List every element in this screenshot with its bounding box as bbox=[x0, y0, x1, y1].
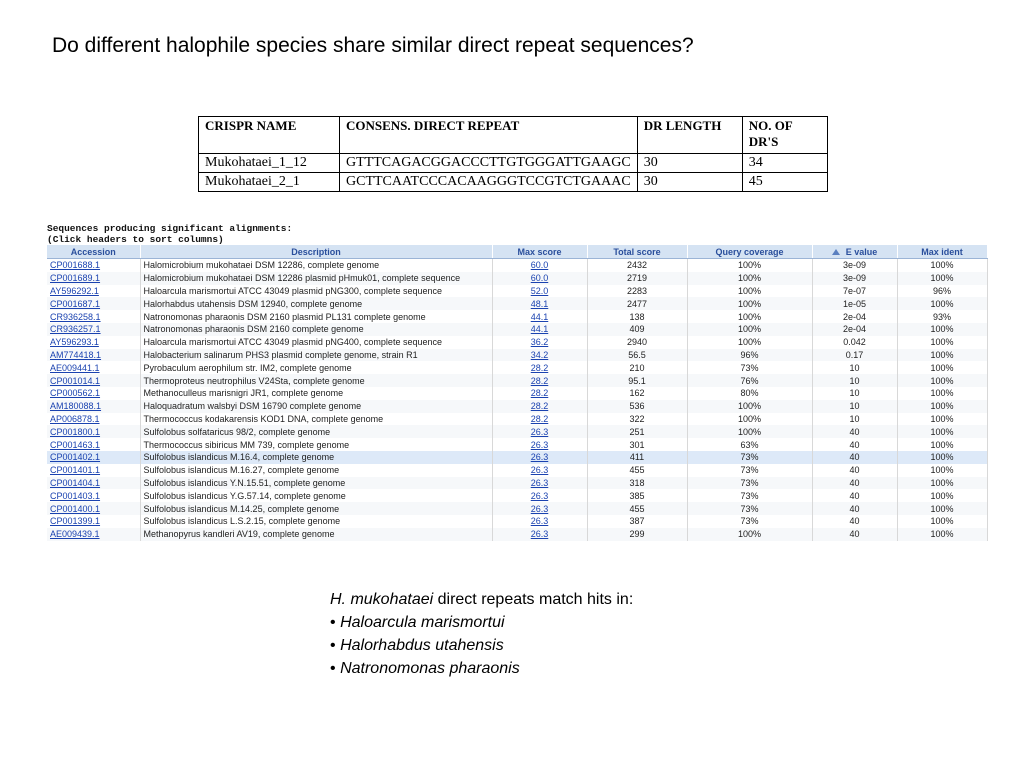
cell-accession bbox=[47, 451, 140, 464]
bullet-icon: • bbox=[330, 614, 336, 631]
cell-e-value: 2e-04 bbox=[812, 323, 897, 336]
cell-max-ident: 93% bbox=[897, 310, 987, 323]
cell-e-value: 1e-05 bbox=[812, 297, 897, 310]
column-header-query-coverage[interactable] bbox=[687, 245, 812, 259]
cell-description: Haloarcula marismortui ATCC 43049 plasmid pNG400, complete sequence bbox=[140, 336, 492, 349]
cell-total-score: 536 bbox=[587, 400, 687, 413]
slide-title: Do different halophile species share similar direct repeat sequences? bbox=[52, 34, 694, 57]
crispr-cell-count: 45 bbox=[742, 173, 827, 192]
cell-query-coverage: 100% bbox=[687, 323, 812, 336]
cell-description: Pyrobaculum aerophilum str. IM2, complete genome bbox=[140, 361, 492, 374]
column-header-max-score[interactable] bbox=[492, 245, 587, 259]
cell-e-value: 40 bbox=[812, 515, 897, 528]
blast-header-title: Sequences producing significant alignments: bbox=[47, 223, 293, 234]
accession-link[interactable]: AY596292.1 bbox=[50, 285, 99, 296]
cell-total-score: 2477 bbox=[587, 297, 687, 310]
column-header-label: Description bbox=[291, 246, 341, 257]
cell-query-coverage: 100% bbox=[687, 413, 812, 426]
cell-max-score bbox=[492, 387, 587, 400]
cell-accession bbox=[47, 387, 140, 400]
notes-intro bbox=[330, 588, 633, 611]
cell-description: Thermococcus sibiricus MM 739, complete genome bbox=[140, 438, 492, 451]
max-score-link[interactable]: 26.3 bbox=[530, 465, 549, 476]
accession-link[interactable]: CP001688.1 bbox=[50, 260, 101, 271]
result-row[interactable] bbox=[47, 528, 987, 541]
cell-description: Sulfolobus islandicus Y.N.15.51, complete genome bbox=[140, 477, 492, 490]
cell-max-ident: 100% bbox=[897, 336, 987, 349]
cell-query-coverage: 100% bbox=[687, 310, 812, 323]
cell-accession bbox=[47, 413, 140, 426]
cell-e-value: 10 bbox=[812, 400, 897, 413]
cell-total-score: 455 bbox=[587, 464, 687, 477]
cell-accession bbox=[47, 374, 140, 387]
cell-e-value: 40 bbox=[812, 425, 897, 438]
accession-link[interactable]: AY596293.1 bbox=[50, 337, 99, 348]
notes bbox=[330, 588, 633, 680]
crispr-cell-repeat: GCTTCAATCCCACAAGGGTCCGTCTGAAAC bbox=[340, 173, 638, 192]
cell-total-score: 251 bbox=[587, 425, 687, 438]
max-score-link[interactable]: 26.3 bbox=[530, 439, 549, 450]
crispr-row bbox=[199, 173, 828, 192]
result-row[interactable] bbox=[47, 349, 987, 362]
cell-e-value: 0.17 bbox=[812, 349, 897, 362]
cell-max-ident: 100% bbox=[897, 502, 987, 515]
max-score-link[interactable]: 28.2 bbox=[530, 413, 549, 424]
max-score-link[interactable]: 26.3 bbox=[530, 452, 549, 463]
cell-e-value: 40 bbox=[812, 438, 897, 451]
cell-max-ident: 100% bbox=[897, 438, 987, 451]
cell-description: Halobacterium salinarum PHS3 plasmid complete genome, strain R1 bbox=[140, 349, 492, 362]
cell-e-value: 40 bbox=[812, 464, 897, 477]
result-row[interactable] bbox=[47, 387, 987, 400]
cell-description: Sulfolobus islandicus M.16.4, complete genome bbox=[140, 451, 492, 464]
column-header-label: Max ident bbox=[921, 246, 963, 257]
cell-description: Natronomonas pharaonis DSM 2160 complete genome bbox=[140, 323, 492, 336]
max-score-link[interactable]: 26.3 bbox=[530, 477, 549, 488]
result-row[interactable] bbox=[47, 438, 987, 451]
cell-query-coverage: 73% bbox=[687, 489, 812, 502]
cell-total-score: 299 bbox=[587, 528, 687, 541]
result-row[interactable] bbox=[47, 272, 987, 285]
cell-total-score: 387 bbox=[587, 515, 687, 528]
result-row[interactable] bbox=[47, 489, 987, 502]
cell-description: Methanopyrus kandleri AV19, complete genome bbox=[140, 528, 492, 541]
notes-item bbox=[330, 634, 633, 657]
cell-total-score: 385 bbox=[587, 489, 687, 502]
cell-query-coverage: 76% bbox=[687, 374, 812, 387]
cell-total-score: 56.5 bbox=[587, 349, 687, 362]
notes-intro-text: direct repeats match hits in: bbox=[433, 591, 634, 608]
cell-max-score bbox=[492, 297, 587, 310]
accession-link[interactable]: AM774418.1 bbox=[50, 349, 102, 360]
crispr-cell-length: 30 bbox=[637, 173, 742, 192]
cell-max-ident: 100% bbox=[897, 259, 987, 272]
result-row[interactable] bbox=[47, 297, 987, 310]
blast-results-table bbox=[47, 245, 988, 541]
result-row[interactable] bbox=[47, 310, 987, 323]
cell-query-coverage: 96% bbox=[687, 349, 812, 362]
cell-accession bbox=[47, 259, 140, 272]
max-score-link[interactable]: 28.2 bbox=[530, 375, 549, 386]
result-row[interactable] bbox=[47, 285, 987, 298]
max-score-link[interactable]: 52.0 bbox=[530, 285, 549, 296]
cell-accession bbox=[47, 349, 140, 362]
notes-item-text: Haloarcula marismortui bbox=[340, 614, 505, 631]
cell-max-score bbox=[492, 336, 587, 349]
cell-description: Halomicrobium mukohataei DSM 12286, complete genome bbox=[140, 259, 492, 272]
result-row[interactable] bbox=[47, 451, 987, 464]
cell-max-score bbox=[492, 285, 587, 298]
cell-max-score bbox=[492, 323, 587, 336]
cell-query-coverage: 100% bbox=[687, 528, 812, 541]
result-row[interactable] bbox=[47, 425, 987, 438]
cell-max-score bbox=[492, 464, 587, 477]
column-header-description[interactable] bbox=[140, 245, 492, 259]
cell-e-value: 10 bbox=[812, 387, 897, 400]
cell-e-value: 40 bbox=[812, 528, 897, 541]
cell-query-coverage: 100% bbox=[687, 297, 812, 310]
cell-max-score bbox=[492, 349, 587, 362]
max-score-link[interactable]: 28.2 bbox=[530, 401, 549, 412]
bullet-icon: • bbox=[330, 660, 336, 677]
crispr-cell-count: 34 bbox=[742, 154, 827, 173]
cell-e-value: 2e-04 bbox=[812, 310, 897, 323]
cell-total-score: 95.1 bbox=[587, 374, 687, 387]
column-header-label: Total score bbox=[613, 246, 661, 257]
max-score-link[interactable]: 28.2 bbox=[530, 388, 549, 399]
cell-description: Halorhabdus utahensis DSM 12940, complete genome bbox=[140, 297, 492, 310]
cell-accession bbox=[47, 489, 140, 502]
crispr-cell-repeat: GTTTCAGACGGACCCTTGTGGGATTGAAGC bbox=[340, 154, 638, 173]
cell-max-ident: 100% bbox=[897, 477, 987, 490]
cell-query-coverage: 100% bbox=[687, 336, 812, 349]
result-row[interactable] bbox=[47, 259, 987, 272]
cell-e-value: 7e-07 bbox=[812, 285, 897, 298]
max-score-link[interactable]: 60.0 bbox=[530, 260, 549, 271]
notes-item-text: Halorhabdus utahensis bbox=[340, 637, 504, 654]
column-header-e-value[interactable] bbox=[812, 245, 897, 259]
cell-max-score bbox=[492, 374, 587, 387]
notes-item-text: Natronomonas pharaonis bbox=[340, 660, 520, 677]
blast-header-row bbox=[47, 245, 987, 259]
accession-link[interactable]: CP001687.1 bbox=[50, 298, 101, 309]
cell-max-score bbox=[492, 528, 587, 541]
crispr-cell-name: Mukohataei_1_12 bbox=[199, 154, 340, 173]
max-score-link[interactable]: 26.3 bbox=[530, 529, 549, 540]
max-score-link[interactable]: 48.1 bbox=[530, 298, 549, 309]
result-row[interactable] bbox=[47, 323, 987, 336]
cell-accession bbox=[47, 272, 140, 285]
result-row[interactable] bbox=[47, 413, 987, 426]
cell-accession bbox=[47, 361, 140, 374]
column-header-accession[interactable] bbox=[47, 245, 140, 259]
cell-query-coverage: 100% bbox=[687, 272, 812, 285]
cell-query-coverage: 73% bbox=[687, 451, 812, 464]
cell-max-score bbox=[492, 259, 587, 272]
result-row[interactable] bbox=[47, 515, 987, 528]
notes-item bbox=[330, 611, 633, 634]
notes-species: H. mukohataei bbox=[330, 591, 434, 608]
max-score-link[interactable]: 34.2 bbox=[530, 349, 549, 360]
cell-max-score bbox=[492, 438, 587, 451]
crispr-col-length: DR LENGTH bbox=[637, 117, 742, 154]
cell-query-coverage: 73% bbox=[687, 515, 812, 528]
cell-max-score bbox=[492, 272, 587, 285]
column-header-label: Max score bbox=[517, 246, 562, 257]
cell-max-ident: 100% bbox=[897, 361, 987, 374]
max-score-link[interactable]: 28.2 bbox=[530, 362, 549, 373]
column-header-total-score[interactable] bbox=[587, 245, 687, 259]
bullet-icon: • bbox=[330, 637, 336, 654]
column-header-max-ident[interactable] bbox=[897, 245, 987, 259]
result-row[interactable] bbox=[47, 464, 987, 477]
cell-max-ident: 100% bbox=[897, 272, 987, 285]
cell-accession bbox=[47, 438, 140, 451]
cell-max-score bbox=[492, 477, 587, 490]
accession-link[interactable]: CP001404.1 bbox=[50, 477, 101, 488]
cell-total-score: 455 bbox=[587, 502, 687, 515]
cell-description: Sulfolobus islandicus M.16.27, complete genome bbox=[140, 464, 492, 477]
accession-link[interactable]: CP001800.1 bbox=[50, 426, 101, 437]
cell-accession bbox=[47, 502, 140, 515]
accession-link[interactable]: CR936258.1 bbox=[50, 311, 101, 322]
cell-max-ident: 100% bbox=[897, 297, 987, 310]
accession-link[interactable]: CP001402.1 bbox=[50, 452, 101, 463]
cell-max-ident: 100% bbox=[897, 349, 987, 362]
cell-total-score: 210 bbox=[587, 361, 687, 374]
max-score-link[interactable]: 26.3 bbox=[530, 516, 549, 527]
cell-max-ident: 100% bbox=[897, 451, 987, 464]
max-score-link[interactable]: 60.0 bbox=[530, 273, 549, 284]
cell-description: Natronomonas pharaonis DSM 2160 plasmid PL131 complete genome bbox=[140, 310, 492, 323]
cell-total-score: 162 bbox=[587, 387, 687, 400]
cell-description: Sulfolobus islandicus M.14.25, complete genome bbox=[140, 502, 492, 515]
cell-accession bbox=[47, 310, 140, 323]
cell-accession bbox=[47, 323, 140, 336]
cell-accession bbox=[47, 528, 140, 541]
cell-query-coverage: 80% bbox=[687, 387, 812, 400]
cell-max-score bbox=[492, 489, 587, 502]
column-header-label: E value bbox=[845, 246, 878, 257]
cell-query-coverage: 73% bbox=[687, 477, 812, 490]
cell-query-coverage: 73% bbox=[687, 361, 812, 374]
cell-total-score: 301 bbox=[587, 438, 687, 451]
cell-query-coverage: 100% bbox=[687, 425, 812, 438]
result-row[interactable] bbox=[47, 374, 987, 387]
cell-total-score: 411 bbox=[587, 451, 687, 464]
cell-total-score: 2719 bbox=[587, 272, 687, 285]
cell-query-coverage: 63% bbox=[687, 438, 812, 451]
cell-max-score bbox=[492, 451, 587, 464]
accession-link[interactable]: CP001689.1 bbox=[50, 273, 101, 284]
cell-description: Sulfolobus islandicus Y.G.57.14, complete genome bbox=[140, 489, 492, 502]
accession-link[interactable]: CP001399.1 bbox=[50, 516, 101, 527]
cell-max-score bbox=[492, 361, 587, 374]
crispr-col-count: NO. OF DR'S bbox=[742, 117, 827, 154]
cell-max-ident: 100% bbox=[897, 489, 987, 502]
cell-max-score bbox=[492, 310, 587, 323]
cell-accession bbox=[47, 336, 140, 349]
cell-e-value: 40 bbox=[812, 489, 897, 502]
accession-link[interactable]: CP001403.1 bbox=[50, 490, 101, 501]
cell-query-coverage: 100% bbox=[687, 400, 812, 413]
cell-max-ident: 100% bbox=[897, 387, 987, 400]
cell-query-coverage: 73% bbox=[687, 502, 812, 515]
max-score-link[interactable]: 26.3 bbox=[530, 503, 549, 514]
accession-link[interactable]: AE009441.1 bbox=[50, 362, 100, 373]
cell-query-coverage: 73% bbox=[687, 464, 812, 477]
max-score-link[interactable]: 26.3 bbox=[530, 426, 549, 437]
result-row[interactable] bbox=[47, 502, 987, 515]
cell-max-ident: 100% bbox=[897, 515, 987, 528]
crispr-row bbox=[199, 154, 828, 173]
cell-max-ident: 96% bbox=[897, 285, 987, 298]
crispr-col-name: CRISPR NAME bbox=[199, 117, 340, 154]
cell-e-value: 10 bbox=[812, 374, 897, 387]
column-header-label: Accession bbox=[70, 246, 116, 257]
cell-total-score: 322 bbox=[587, 413, 687, 426]
column-header-label: Query coverage bbox=[715, 246, 784, 257]
cell-accession bbox=[47, 297, 140, 310]
result-row[interactable] bbox=[47, 361, 987, 374]
cell-total-score: 2432 bbox=[587, 259, 687, 272]
cell-max-ident: 100% bbox=[897, 528, 987, 541]
accession-link[interactable]: AM180088.1 bbox=[50, 401, 102, 412]
cell-max-ident: 100% bbox=[897, 425, 987, 438]
cell-e-value: 3e-09 bbox=[812, 272, 897, 285]
cell-max-score bbox=[492, 413, 587, 426]
cell-description: Thermoproteus neutrophilus V24Sta, complete genome bbox=[140, 374, 492, 387]
cell-description: Sulfolobus solfataricus 98/2, complete genome bbox=[140, 425, 492, 438]
cell-e-value: 40 bbox=[812, 451, 897, 464]
notes-item bbox=[330, 657, 633, 680]
accession-link[interactable]: CP001400.1 bbox=[50, 503, 101, 514]
cell-max-score bbox=[492, 400, 587, 413]
cell-max-score bbox=[492, 515, 587, 528]
cell-e-value: 10 bbox=[812, 361, 897, 374]
cell-e-value: 3e-09 bbox=[812, 259, 897, 272]
accession-link[interactable]: AP006878.1 bbox=[50, 413, 100, 424]
accession-link[interactable]: CP000562.1 bbox=[50, 388, 101, 399]
cell-total-score: 409 bbox=[587, 323, 687, 336]
cell-e-value: 40 bbox=[812, 502, 897, 515]
cell-max-ident: 100% bbox=[897, 413, 987, 426]
cell-description: Thermococcus kodakarensis KOD1 DNA, complete genome bbox=[140, 413, 492, 426]
cell-accession bbox=[47, 477, 140, 490]
cell-max-ident: 100% bbox=[897, 400, 987, 413]
crispr-col-repeat: CONSENS. DIRECT REPEAT bbox=[340, 117, 638, 154]
max-score-link[interactable]: 26.3 bbox=[530, 490, 549, 501]
accession-link[interactable]: CR936257.1 bbox=[50, 324, 101, 335]
crispr-table bbox=[198, 116, 828, 192]
max-score-link[interactable]: 44.1 bbox=[530, 324, 549, 335]
cell-e-value: 10 bbox=[812, 413, 897, 426]
cell-e-value: 40 bbox=[812, 477, 897, 490]
result-row[interactable] bbox=[47, 336, 987, 349]
accession-link[interactable]: AE009439.1 bbox=[50, 529, 100, 540]
blast-header-hint: (Click headers to sort columns) bbox=[47, 234, 224, 245]
cell-max-score bbox=[492, 425, 587, 438]
cell-total-score: 2283 bbox=[587, 285, 687, 298]
result-row[interactable] bbox=[47, 477, 987, 490]
cell-description: Haloquadratum walsbyi DSM 16790 complete genome bbox=[140, 400, 492, 413]
cell-accession bbox=[47, 400, 140, 413]
cell-description: Haloarcula marismortui ATCC 43049 plasmid pNG300, complete sequence bbox=[140, 285, 492, 298]
cell-e-value: 0.042 bbox=[812, 336, 897, 349]
max-score-link[interactable]: 44.1 bbox=[530, 311, 549, 322]
accession-link[interactable]: CP001401.1 bbox=[50, 465, 101, 476]
accession-link[interactable]: CP001463.1 bbox=[50, 439, 101, 450]
blast-results-header bbox=[47, 223, 292, 245]
cell-accession bbox=[47, 515, 140, 528]
cell-accession bbox=[47, 285, 140, 298]
cell-description: Methanoculleus marisnigri JR1, complete genome bbox=[140, 387, 492, 400]
cell-query-coverage: 100% bbox=[687, 285, 812, 298]
cell-max-ident: 100% bbox=[897, 374, 987, 387]
crispr-cell-name: Mukohataei_2_1 bbox=[199, 173, 340, 192]
result-row[interactable] bbox=[47, 400, 987, 413]
accession-link[interactable]: CP001014.1 bbox=[50, 375, 101, 386]
cell-max-score bbox=[492, 502, 587, 515]
sort-triangle-icon[interactable] bbox=[832, 249, 840, 255]
cell-total-score: 318 bbox=[587, 477, 687, 490]
cell-total-score: 138 bbox=[587, 310, 687, 323]
cell-max-ident: 100% bbox=[897, 323, 987, 336]
blast-results-body bbox=[47, 259, 987, 541]
cell-max-ident: 100% bbox=[897, 464, 987, 477]
cell-description: Halomicrobium mukohataei DSM 12286 plasmid pHmuk01, complete sequence bbox=[140, 272, 492, 285]
cell-total-score: 2940 bbox=[587, 336, 687, 349]
crispr-header-row bbox=[199, 117, 828, 154]
cell-description: Sulfolobus islandicus L.S.2.15, complete genome bbox=[140, 515, 492, 528]
crispr-cell-length: 30 bbox=[637, 154, 742, 173]
cell-accession bbox=[47, 464, 140, 477]
cell-accession bbox=[47, 425, 140, 438]
max-score-link[interactable]: 36.2 bbox=[530, 337, 549, 348]
cell-query-coverage: 100% bbox=[687, 259, 812, 272]
